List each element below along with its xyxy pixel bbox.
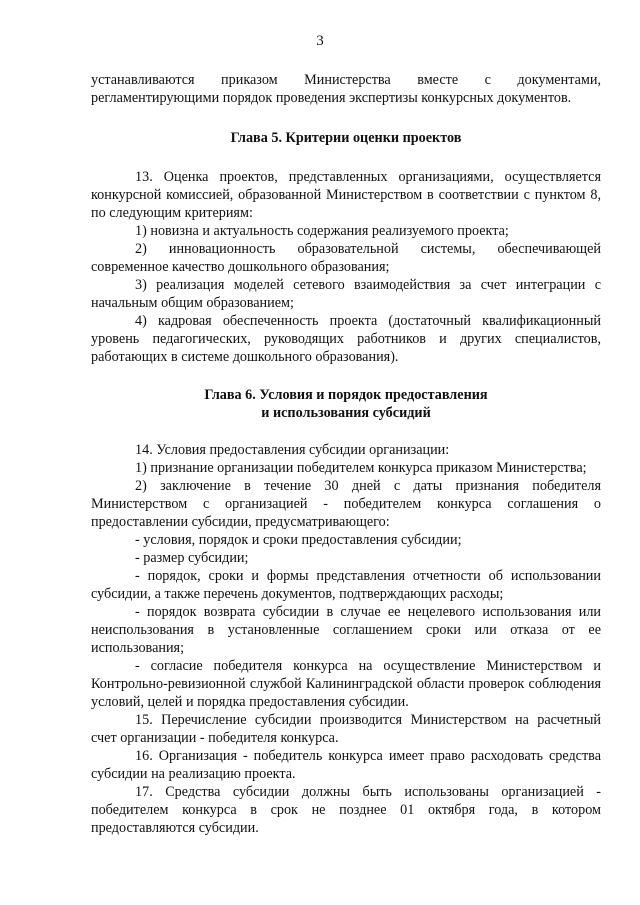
chapter-6-title-line-2: и использования субсидий	[261, 405, 431, 421]
condition-2: 2) заключение в течение 30 дней с даты признания победителя Министерством с организацией - победителем конкурса соглашения о предоставлении субсидии, предусматривающего:	[91, 478, 601, 530]
paragraph-17: 17. Средства субсидии должны быть использованы организацией - победителем конкурса в срок не позднее 01 октября года, в котором предоставляются субсидии.	[91, 784, 601, 836]
agreement-term-1: - условия, порядок и сроки предоставления субсидии;	[135, 532, 462, 548]
paragraph-15: 15. Перечисление субсидии производится Министерством на расчетный счет организации - победителя конкурса.	[91, 712, 601, 746]
condition-1: 1) признание организации победителем конкурса приказом Министерства;	[135, 460, 587, 476]
criterion-4: 4) кадровая обеспеченность проекта (достаточный квалификационный уровень педагогических, руководящих работников и других специалистов, работающих в системе дошкольного образования).	[91, 313, 601, 365]
page-number: 3	[316, 33, 324, 49]
intro-paragraph: устанавливаются приказом Министерства вместе с документами, регламентирующими порядок проведения экспертизы конкурсных документов.	[91, 72, 601, 106]
chapter-6-title	[91, 386, 601, 422]
paragraph-16: 16. Организация - победитель конкурса имеет право расходовать средства субсидии на реализацию проекта.	[91, 748, 601, 782]
chapter-5-title: Глава 5. Критерии оценки проектов	[230, 130, 462, 146]
agreement-term-5: - согласие победителя конкурса на осуществление Министерством и Контрольно-ревизионной службой Калининградской области проверок соблюдения условий, целей и порядка предоставления субсидии.	[91, 658, 601, 710]
agreement-term-3: - порядок, сроки и формы представления отчетности об использовании субсидии, а также перечень документов, подтверждающих расходы;	[91, 568, 601, 602]
chapter-6-title-line-1: Глава 6. Условия и порядок предоставления	[204, 387, 488, 403]
document-body	[91, 71, 601, 837]
agreement-term-2: - размер субсидии;	[135, 550, 249, 566]
agreement-term-4: - порядок возврата субсидии в случае ее нецелевого использования или неиспользования в установленные соглашением сроки или отказа от ее использования;	[91, 604, 601, 656]
criterion-1: 1) новизна и актуальность содержания реализуемого проекта;	[135, 223, 509, 239]
criterion-3: 3) реализация моделей сетевого взаимодействия за счет интеграции с начальным общим образованием;	[91, 277, 601, 311]
criterion-2: 2) инновационность образовательной системы, обеспечивающей современное качество дошкольного образования;	[91, 241, 601, 275]
paragraph-14: 14. Условия предоставления субсидии организации:	[135, 442, 450, 458]
paragraph-13: 13. Оценка проектов, представленных организациями, осуществляется конкурсной комиссией, образованной Министерством в соответствии с пунктом 8, по следующим критериям:	[91, 169, 601, 221]
